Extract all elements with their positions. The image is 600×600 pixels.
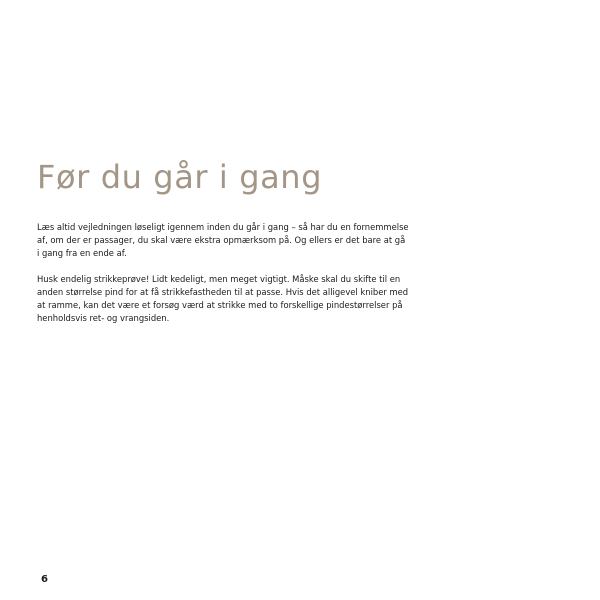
text-line: Husk endelig strikkeprøve! Lidt kedeligt, men meget vigtigt. Måske skal du skifte til en xyxy=(37,274,401,284)
body-text xyxy=(37,221,409,338)
text-line: Læs altid vejledningen løseligt igennem inden du går i gang – så har du en fornemmelse xyxy=(37,222,409,232)
page-number: 6 xyxy=(41,574,48,585)
paragraph-intro xyxy=(37,221,409,260)
page-title: Før du går i gang xyxy=(37,158,323,196)
text-line: anden størrelse pind for at få strikkefastheden til at passe. Hvis det alligevel kniber med xyxy=(37,287,409,297)
paragraph-gauge xyxy=(37,273,409,325)
text-line: henholdsvis ret- og vrangsiden. xyxy=(37,313,170,323)
text-line: i gang fra en ende af. xyxy=(37,248,127,258)
text-line: at ramme, kan det være et forsøg værd at strikke med to forskellige pindestørrelser på xyxy=(37,300,403,310)
text-line: af, om der er passager, du skal være ekstra opmærksom på. Og ellers er det bare at gå xyxy=(37,235,406,245)
